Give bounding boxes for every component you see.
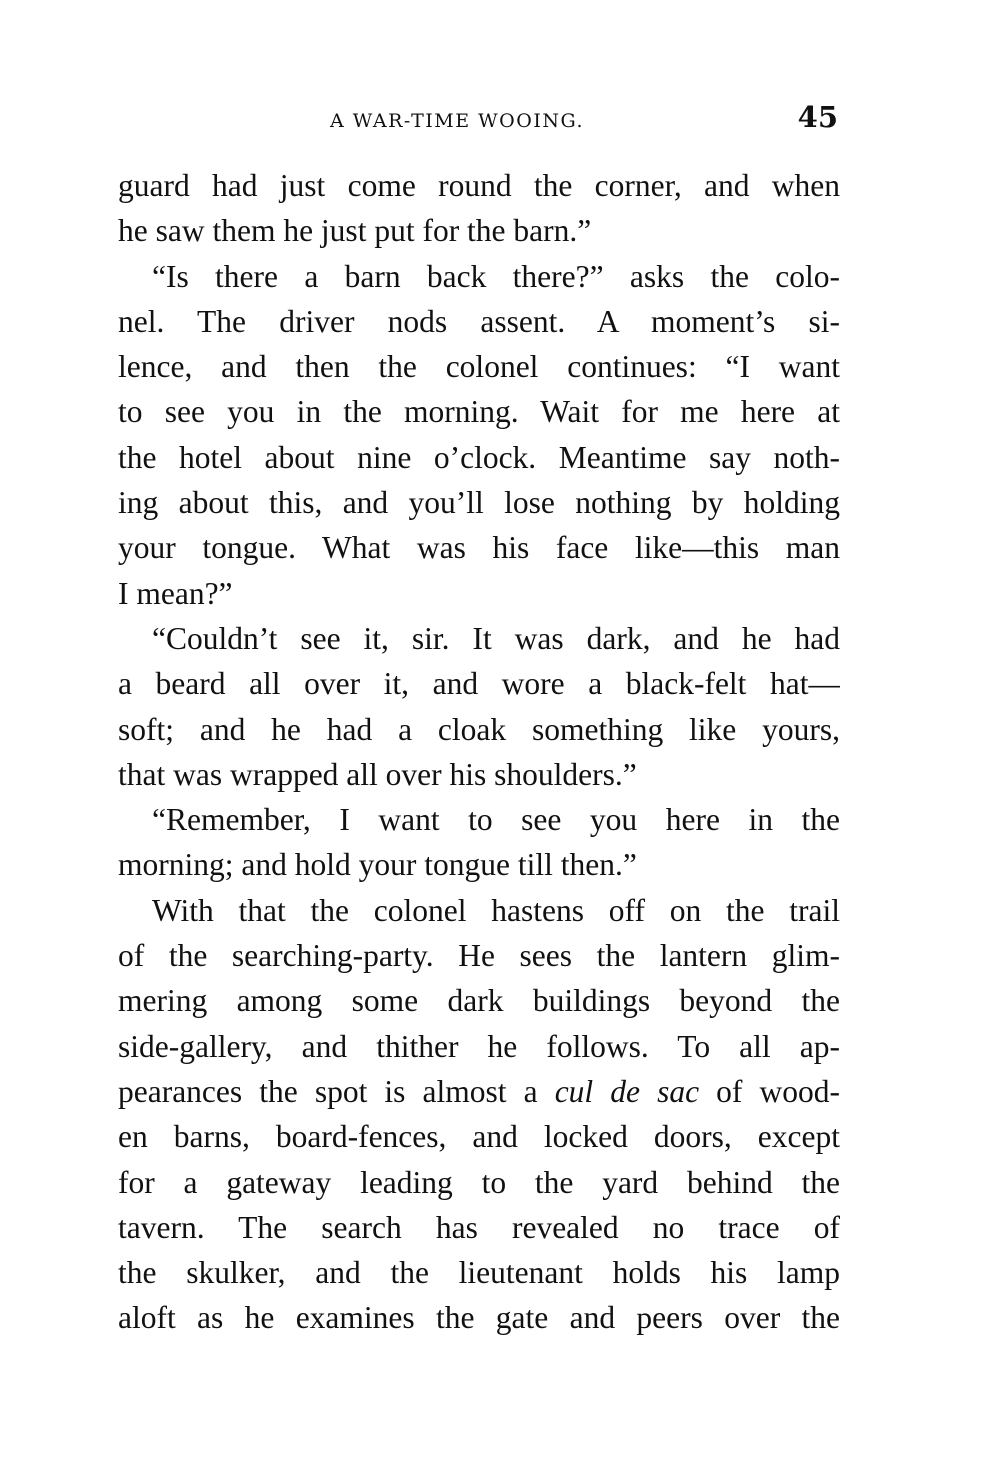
running-title: A WAR-TIME WOOING. bbox=[330, 110, 585, 132]
text-line: mering among some dark buildings beyond the bbox=[118, 983, 840, 1019]
text-line: a beard all over it, and wore a black-felt hat— bbox=[118, 666, 840, 702]
text-segment: of wood- bbox=[699, 1073, 840, 1109]
text-line: your tongue. What was his face like—this man bbox=[118, 530, 840, 566]
text-segment: pearances the spot is almost a bbox=[118, 1073, 555, 1109]
page-header bbox=[118, 100, 840, 140]
text-line: morning; and hold your tongue till then.” bbox=[118, 847, 637, 883]
text-line-with-italic bbox=[118, 1069, 840, 1114]
text-line: to see you in the morning. Wait for me here at bbox=[118, 394, 840, 430]
text-line: the hotel about nine o’clock. Meantime say noth- bbox=[118, 439, 840, 475]
text-line: lence, and then the colonel continues: “I want bbox=[118, 349, 840, 385]
text-line: aloft as he examines the gate and peers over the bbox=[118, 1300, 840, 1336]
text-line: that was wrapped all over his shoulders.” bbox=[118, 756, 637, 792]
body-text bbox=[118, 163, 840, 1341]
text-line: soft; and he had a cloak something like yours, bbox=[118, 711, 840, 747]
paragraph-start-line: “Couldn’t see it, sir. It was dark, and he had bbox=[152, 620, 840, 656]
text-line: of the searching-party. He sees the lantern glim- bbox=[118, 938, 840, 974]
italic-phrase: cul de sac bbox=[554, 1073, 700, 1109]
paragraph-start-line: With that the colonel hastens off on the trail bbox=[152, 892, 840, 928]
text-line: side-gallery, and thither he follows. To all ap- bbox=[118, 1028, 840, 1064]
paragraph-start-line: “Is there a barn back there?” asks the colo- bbox=[152, 258, 840, 294]
text-line: for a gateway leading to the yard behind the bbox=[118, 1164, 840, 1200]
text-line: guard had just come round the corner, and when bbox=[118, 168, 840, 203]
text-line: I mean?” bbox=[118, 575, 233, 611]
text-line: en barns, board-fences, and locked doors, except bbox=[118, 1119, 840, 1155]
paragraph-start-line: “Remember, I want to see you here in the bbox=[152, 802, 840, 838]
text-line: ing about this, and you’ll lose nothing by holding bbox=[118, 485, 840, 521]
text-line: he saw them he just put for the barn.” bbox=[118, 213, 592, 249]
text-line: tavern. The search has revealed no trace of bbox=[118, 1209, 840, 1245]
text-line: nel. The driver nods assent. A moment’s si- bbox=[118, 303, 840, 339]
text-line: the skulker, and the lieutenant holds his lamp bbox=[118, 1255, 840, 1291]
page-number: 45 bbox=[797, 100, 838, 134]
